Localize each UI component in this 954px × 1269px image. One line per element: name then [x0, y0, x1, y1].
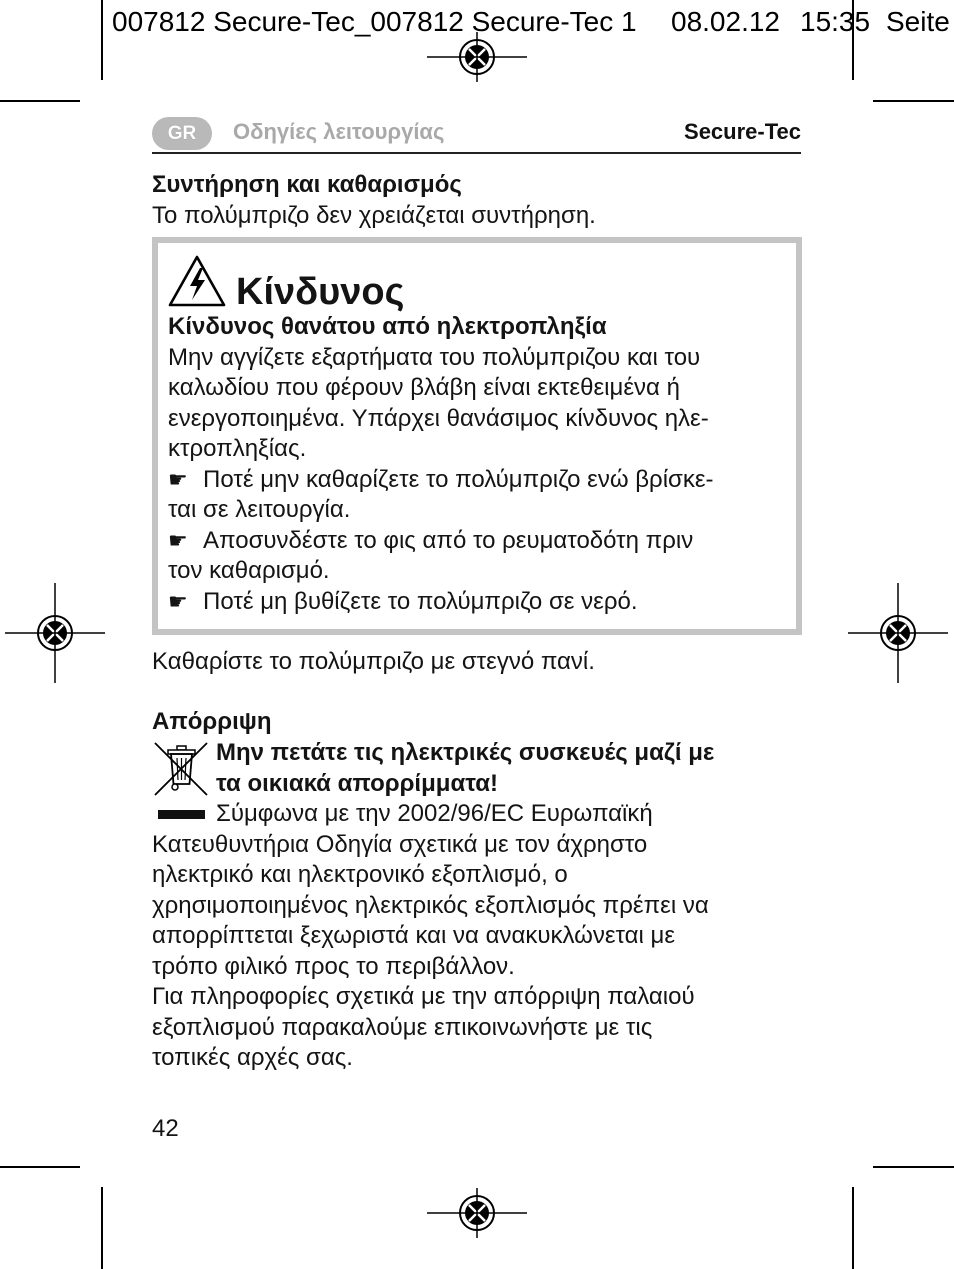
disposal-warning-line: τα οικιακά απορρίμματα! [216, 769, 498, 797]
slug-time: 15:35 [800, 6, 871, 37]
disposal-warning-line: Μην πετάτε τις ηλεκτρικές συσκευές μαζί με [216, 739, 715, 766]
crossed-out-bin-icon [152, 740, 210, 798]
registration-mark-top [427, 32, 527, 82]
danger-bullet-item [168, 465, 714, 496]
disposal-text [152, 799, 709, 1074]
maintenance-heading: Συντήρηση και καθαρισμός [152, 171, 462, 198]
disposal-text-line: Κατευθυντήρια Οδηγία σχετικά με τον άχρηστο [152, 830, 648, 858]
disposal-heading: Απόρριψη [152, 708, 272, 735]
crop-mark-bottom-right-vertical [852, 1187, 854, 1269]
registration-mark-left [5, 583, 105, 683]
maintenance-section [152, 170, 596, 231]
registration-mark-right [848, 583, 948, 683]
pointing-hand-icon: ☛ [168, 589, 188, 615]
registration-mark-bottom [427, 1188, 527, 1238]
language-badge: GR [152, 117, 212, 150]
disposal-warning [216, 738, 714, 799]
header-product-name: Secure-Tec [684, 119, 801, 144]
crop-mark-top-right-horizontal [873, 100, 954, 102]
crop-mark-bottom-right-horizontal [873, 1166, 954, 1168]
bullet-text: Ποτέ μην καθαρίζετε το πολύμπριζο ενώ βρίσκε- [203, 465, 714, 493]
maintenance-text: Το πολύμπριζο δεν χρειάζεται συντήρηση. [152, 201, 596, 229]
disposal-text-line: τρόπο φιλικό προς το περιβάλλον. [152, 952, 515, 980]
disposal-info-line: Για πληροφορίες σχετικά με την απόρριψη παλαιού [152, 983, 695, 1010]
header-rule [152, 152, 801, 154]
disposal-info-line: εξοπλισμού παρακαλούμε επικοινωνήστε με τις [152, 1013, 653, 1041]
crop-mark-top-left-horizontal [0, 100, 80, 102]
disposal-text-line: Σύμφωνα με την 2002/96/EC Ευρωπαϊκή [216, 800, 653, 827]
pointing-hand-icon: ☛ [168, 528, 188, 554]
slug-job: 007812 Secure-Tec_007812 Secure-Tec 1 [112, 6, 637, 37]
bullet-continuation: τον καθαρισμό. [168, 557, 330, 584]
danger-body [168, 312, 714, 617]
bullet-text: Ποτέ μη βυθίζετε το πολύμπριζο σε νερό. [203, 587, 638, 615]
bullet-text: Αποσυνδέστε το φις από το ρευματοδότη πριν [203, 526, 694, 554]
disposal-text-line: απορρίπτεται ξεχωριστά και να ανακυκλώνεται με [152, 922, 676, 949]
danger-title: Κίνδυνος [236, 271, 405, 313]
crop-mark-bottom-left-vertical [101, 1187, 103, 1269]
danger-box [152, 237, 802, 635]
pointing-hand-icon: ☛ [168, 467, 188, 493]
danger-text-line: Μην αγγίζετε εξαρτήματα του πολύμπριζου και του [168, 343, 701, 371]
danger-bullet-item [168, 587, 714, 618]
slug-date: 08.02.12 [671, 6, 780, 37]
header-section-title: Οδηγίες λειτουργίας [233, 119, 445, 144]
disposal-text-line: ηλεκτρικό και ηλεκτρονικό εξοπλισμό, ο [152, 861, 568, 888]
danger-text-line: ενεργοποιημένα. Υπάρχει θανάσιμος κίνδυνος ηλε- [168, 404, 709, 432]
disposal-text-line: χρησιμοποιημένος ηλεκτρικός εξοπλισμός πρέπει να [152, 891, 709, 919]
danger-text-line: καλωδίου που φέρουν βλάβη είναι εκτεθειμένα ή [168, 374, 680, 401]
slug-page-word: Seite [886, 6, 950, 37]
danger-text-line: κτροπληξίας. [168, 435, 307, 462]
crop-mark-bottom-left-horizontal [0, 1166, 80, 1168]
danger-bullet-item [168, 526, 714, 557]
cleaning-text: Καθαρίστε το πολύμπριζο με στεγνό πανί. [152, 648, 595, 675]
electric-hazard-icon [168, 255, 226, 307]
disposal-info-line: τοπικές αρχές σας. [152, 1044, 353, 1071]
page-number: 42 [152, 1115, 179, 1142]
danger-subheading: Κίνδυνος θανάτου από ηλεκτροπληξία [168, 313, 607, 340]
bullet-continuation: ται σε λειτουργία. [168, 496, 351, 523]
crop-mark-top-left-vertical [101, 0, 103, 80]
